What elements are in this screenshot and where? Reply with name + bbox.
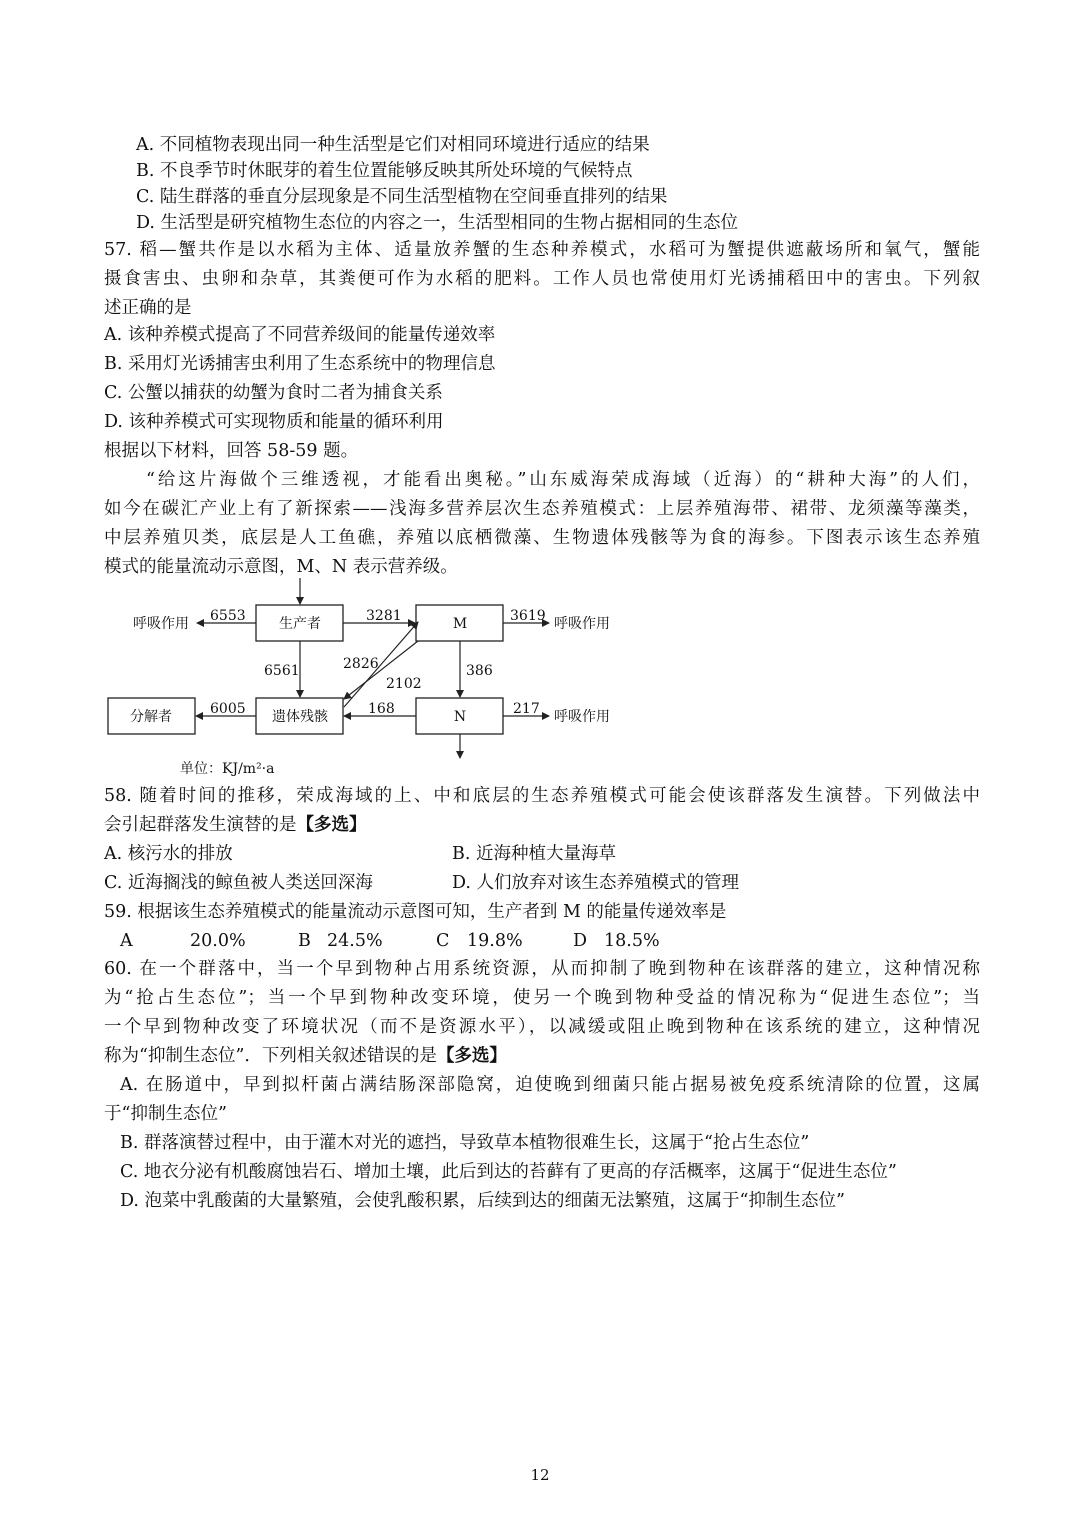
q57-option-a: A. 该种养模式提高了不同营养级间的能量传递效率 bbox=[104, 325, 496, 345]
q56-option-d: D. 生活型是研究植物生态位的内容之一，生活型相同的生物占据相同的生态位 bbox=[136, 213, 739, 233]
q57-option-b: B. 采用灯光诱捕害虫利用了生态系统中的物理信息 bbox=[104, 354, 496, 374]
q59-option-b-letter: B bbox=[298, 931, 311, 951]
value-remains-to-decomposer: 6005 bbox=[210, 701, 246, 717]
q60-stem-line-3: 一个早到物种改变了环境状况（而不是资源水平），以减缓或阻止晚到物种在该系统的建立，这种情况 bbox=[104, 1017, 980, 1037]
diagram-unit: 单位：KJ/m²·a bbox=[180, 761, 275, 777]
value-producer-to-remains: 6561 bbox=[264, 663, 300, 679]
q57-option-d: D. 该种养模式可实现物质和能量的循环利用 bbox=[104, 412, 444, 432]
q58-option-d: D. 人们放弃对该生态养殖模式的管理 bbox=[452, 873, 740, 893]
material-paragraph-line-3: 中层养殖贝类，底层是人工鱼礁，养殖以底栖微藻、生物遗体残骸等为食的海参。下图表示该生态养殖 bbox=[104, 528, 980, 548]
q59-stem: 59. 根据该生态养殖模式的能量流动示意图可知，生产者到 M 的能量传递效率是 bbox=[104, 902, 727, 922]
m-resp-label: 呼吸作用 bbox=[554, 616, 610, 632]
material-paragraph-line-4: 模式的能量流动示意图，M、N 表示营养级。 bbox=[104, 557, 458, 577]
value-m-resp: 3619 bbox=[510, 608, 546, 624]
q60-stem-line-4 bbox=[104, 1043, 507, 1069]
q58-stem-line-1: 58. 随着时间的推移，荣成海域的上、中和底层的生态养殖模式可能会使该群落发生演替。下列做法中 bbox=[104, 786, 980, 806]
page-number: 12 bbox=[530, 1466, 550, 1484]
q58-stem-line-2 bbox=[104, 812, 367, 838]
q58-option-b: B. 近海种植大量海草 bbox=[452, 844, 616, 864]
q58-stem-text: 会引起群落发生演替的是 bbox=[104, 815, 297, 835]
q59-option-a-value: 20.0% bbox=[190, 931, 246, 951]
value-m-to-n: 386 bbox=[466, 663, 493, 679]
value-n-resp: 217 bbox=[513, 701, 540, 717]
value-producer-resp: 6553 bbox=[210, 608, 246, 624]
n-label: N bbox=[453, 709, 467, 725]
q58-option-a: A. 核污水的排放 bbox=[104, 844, 233, 864]
q60-option-a-line-2: 于“抑制生态位” bbox=[104, 1104, 227, 1124]
value-n-to-remains: 168 bbox=[368, 701, 395, 717]
q59-option-b-value: 24.5% bbox=[327, 931, 383, 951]
producer-label: 生产者 bbox=[279, 616, 321, 632]
q60-option-d: D. 泡菜中乳酸菌的大量繁殖，会使乳酸积累，后续到达的细菌无法繁殖，这属于“抑制生态位” bbox=[120, 1191, 845, 1211]
q59-option-d-letter: D bbox=[573, 931, 588, 951]
q57-stem-line-2: 摄食害虫、虫卵和杂草，其粪便可作为水稻的肥料。工作人员也常使用灯光诱捕稻田中的害虫。下列叙 bbox=[104, 269, 980, 289]
value-m-to-remains: 2826 bbox=[343, 656, 379, 672]
q60-stem-text: 称为“抑制生态位”．下列相关叙述错误的是 bbox=[104, 1046, 437, 1066]
material-intro: 根据以下材料，回答 58-59 题。 bbox=[104, 441, 359, 461]
q58-multi-select-tag: 【多选】 bbox=[296, 815, 367, 835]
remains-label: 遗体残骸 bbox=[272, 709, 328, 725]
q60-option-b: B. 群落演替过程中，由于灌木对光的遮挡，导致草本植物很难生长，这属于“抢占生态位” bbox=[120, 1133, 810, 1153]
q60-option-a-line-1: A. 在肠道中，早到拟杆菌占满结肠深部隐窝，迫使晚到细菌只能占据易被免疫系统清除的位置，这属 bbox=[120, 1075, 980, 1095]
q59-option-c-value: 19.8% bbox=[467, 931, 523, 951]
q57-stem-line-1: 57. 稻—蟹共作是以水稻为主体、适量放养蟹的生态种养模式，水稻可为蟹提供遮蔽场所和氧气，蟹能 bbox=[104, 240, 980, 260]
material-paragraph-line-2: 如今在碳汇产业上有了新探索——浅海多营养层次生态养殖模式：上层养殖海带、裙带、龙须藻等藻类， bbox=[104, 499, 980, 519]
q59-option-d-value: 18.5% bbox=[604, 931, 660, 951]
q60-option-c: C. 地衣分泌有机酸腐蚀岩石、增加土壤，此后到达的苔藓有了更高的存活概率，这属于“促进生态位” bbox=[120, 1162, 897, 1182]
q59-option-c-letter: C bbox=[436, 931, 450, 951]
decomposer-label: 分解者 bbox=[130, 709, 172, 725]
q57-stem-line-3: 述正确的是 bbox=[104, 298, 192, 318]
q60-stem-line-1: 60. 在一个群落中，当一个早到物种占用系统资源，从而抑制了晚到物种在该群落的建立，这种情况称 bbox=[104, 959, 980, 979]
n-resp-label: 呼吸作用 bbox=[554, 709, 610, 725]
q56-option-a: A. 不同植物表现出同一种生活型是它们对相同环境进行适应的结果 bbox=[136, 135, 650, 155]
q56-option-b: B. 不良季节时休眠芽的着生位置能够反映其所处环境的气候特点 bbox=[136, 161, 633, 181]
value-producer-to-m: 3281 bbox=[366, 608, 402, 624]
m-label: M bbox=[452, 616, 468, 632]
q59-option-a-letter: A bbox=[120, 931, 133, 951]
q58-option-c: C. 近海搁浅的鲸鱼被人类送回深海 bbox=[104, 873, 373, 893]
q57-option-c: C. 公蟹以捕获的幼蟹为食时二者为捕食关系 bbox=[104, 383, 443, 403]
producer-resp-label: 呼吸作用 bbox=[133, 616, 189, 632]
material-paragraph-line-1: “给这片海做个三维透视，才能看出奥秘。”山东威海荣成海域（近海）的“耕种大海”的人们， bbox=[146, 470, 980, 490]
q60-stem-line-2: 为“抢占生态位”；当一个早到物种改变环境，使另一个晚到物种受益的情况称为“促进生态位”；当 bbox=[104, 988, 980, 1008]
q60-multi-select-tag: 【多选】 bbox=[436, 1046, 507, 1066]
q56-option-c: C. 陆生群落的垂直分层现象是不同生活型植物在空间垂直排列的结果 bbox=[136, 187, 668, 207]
q59-options bbox=[0, 928, 1080, 954]
value-remains-to-m: 2102 bbox=[386, 676, 422, 692]
